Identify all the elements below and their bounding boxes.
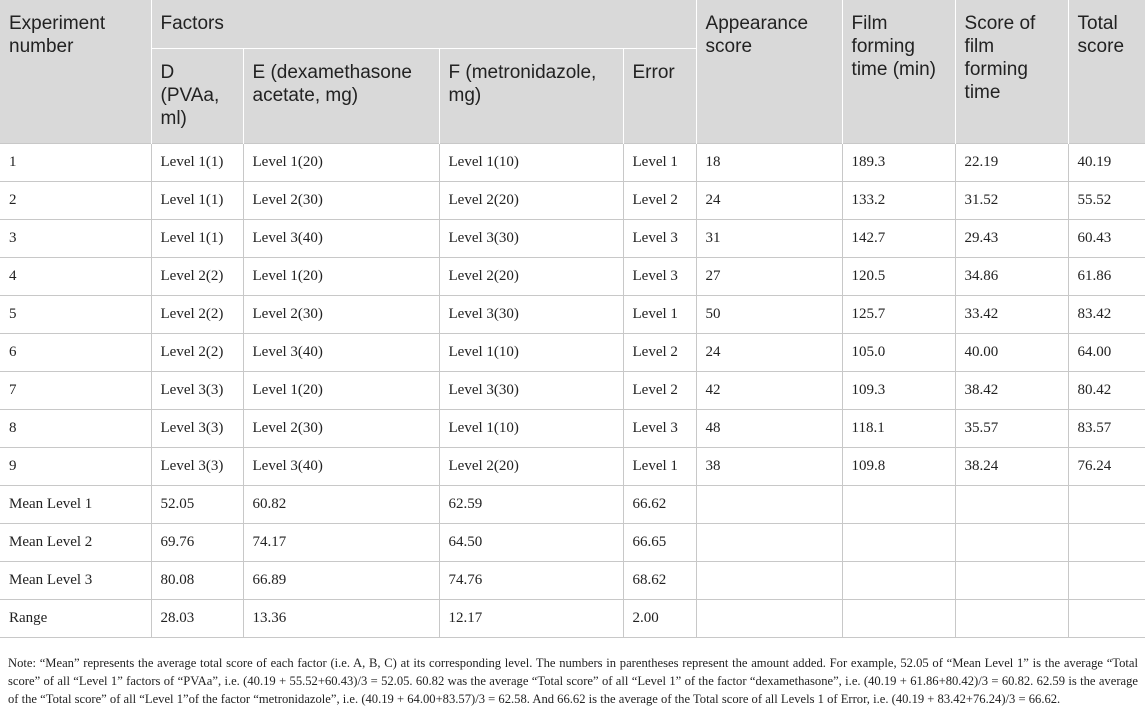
summary-row-range: [0, 600, 1145, 638]
cell-error: Level 3: [623, 410, 696, 448]
cell-empty: [842, 600, 955, 638]
cell-error: Level 1: [623, 296, 696, 334]
cell-appearance-score: 42: [696, 372, 842, 410]
cell-factor-d: 80.08: [151, 562, 243, 600]
header-factors: Factors: [151, 0, 696, 49]
cell-empty: [1068, 486, 1145, 524]
cell-appearance-score: 31: [696, 220, 842, 258]
cell-factor-e: Level 3(40): [243, 448, 439, 486]
cell-factor-f: 62.59: [439, 486, 623, 524]
cell-appearance-score: 24: [696, 334, 842, 372]
cell-factor-e: 66.89: [243, 562, 439, 600]
summary-row-mean-level-2: [0, 524, 1145, 562]
cell-empty: [842, 562, 955, 600]
cell-total-score: 61.86: [1068, 258, 1145, 296]
cell-film-forming-time: 142.7: [842, 220, 955, 258]
table-row: [0, 372, 1145, 410]
cell-score-film-forming-time: 34.86: [955, 258, 1068, 296]
cell-factor-d: Level 3(3): [151, 410, 243, 448]
cell-factor-d: 69.76: [151, 524, 243, 562]
cell-factor-f: Level 1(10): [439, 144, 623, 182]
cell-empty: [1068, 600, 1145, 638]
cell-experiment-number: 2: [0, 182, 151, 220]
header-experiment-number: Experiment number: [0, 0, 151, 144]
cell-score-film-forming-time: 40.00: [955, 334, 1068, 372]
cell-error: Level 3: [623, 258, 696, 296]
cell-factor-d: Level 1(1): [151, 182, 243, 220]
header-factor-d: D (PVAa, ml): [151, 49, 243, 144]
cell-factor-e: Level 3(40): [243, 220, 439, 258]
table-row: [0, 220, 1145, 258]
cell-film-forming-time: 118.1: [842, 410, 955, 448]
cell-summary-label: Mean Level 3: [0, 562, 151, 600]
cell-factor-f: 64.50: [439, 524, 623, 562]
cell-factor-d: Level 1(1): [151, 220, 243, 258]
cell-film-forming-time: 120.5: [842, 258, 955, 296]
summary-row-mean-level-3: [0, 562, 1145, 600]
cell-empty: [696, 600, 842, 638]
header-appearance-score: Appearance score: [696, 0, 842, 144]
cell-empty: [842, 524, 955, 562]
cell-factor-e: Level 1(20): [243, 144, 439, 182]
cell-factor-d: Level 2(2): [151, 334, 243, 372]
cell-factor-f: Level 3(30): [439, 372, 623, 410]
cell-film-forming-time: 109.3: [842, 372, 955, 410]
cell-error: 66.65: [623, 524, 696, 562]
cell-factor-d: Level 2(2): [151, 258, 243, 296]
cell-summary-label: Mean Level 2: [0, 524, 151, 562]
cell-empty: [955, 562, 1068, 600]
cell-total-score: 76.24: [1068, 448, 1145, 486]
cell-total-score: 55.52: [1068, 182, 1145, 220]
cell-error: Level 2: [623, 334, 696, 372]
cell-film-forming-time: 105.0: [842, 334, 955, 372]
cell-experiment-number: 5: [0, 296, 151, 334]
cell-experiment-number: 3: [0, 220, 151, 258]
cell-factor-e: Level 1(20): [243, 258, 439, 296]
cell-factor-e: 74.17: [243, 524, 439, 562]
cell-empty: [842, 486, 955, 524]
cell-empty: [1068, 524, 1145, 562]
cell-factor-e: Level 2(30): [243, 410, 439, 448]
cell-factor-d: 52.05: [151, 486, 243, 524]
cell-factor-d: Level 3(3): [151, 448, 243, 486]
cell-empty: [696, 562, 842, 600]
cell-factor-f: Level 3(30): [439, 296, 623, 334]
cell-empty: [1068, 562, 1145, 600]
header-total-score: Total score: [1068, 0, 1145, 144]
cell-experiment-number: 6: [0, 334, 151, 372]
cell-film-forming-time: 109.8: [842, 448, 955, 486]
cell-film-forming-time: 125.7: [842, 296, 955, 334]
cell-empty: [696, 524, 842, 562]
cell-factor-d: Level 3(3): [151, 372, 243, 410]
cell-factor-e: 13.36: [243, 600, 439, 638]
cell-factor-e: Level 2(30): [243, 182, 439, 220]
table-note: Note: “Mean” represents the average total score of each factor (i.e. A, B, C) at its corresponding level. The numbers in parentheses represent the amount added. For example, 52.05 of “Mean Level 1” is the average “Total score” of all “Level 1” factors of “PVAa”, i.e. (40.19 + 55.52+60.43)/3 = 52.05. 60.82 was the average “Total score” of all “Level 1” of the factor “dexamethasone”, i.e. (40.19 + 61.86+80.42)/3 = 60.82. 62.59 is the average of the “Total score” of all “Level 1”of the factor “metronidazole”, i.e. (40.19 + 64.00+83.57)/3 = 62.58. And 66.62 is the average of the Total score of all Levels 1 of Error, i.e. (40.19 + 83.42+76.24)/3 = 66.62.: [8, 656, 1138, 706]
cell-factor-d: Level 2(2): [151, 296, 243, 334]
cell-factor-f: Level 2(20): [439, 448, 623, 486]
table-row: [0, 258, 1145, 296]
header-score-film-forming-time: Score of film forming time: [955, 0, 1068, 144]
cell-total-score: 83.57: [1068, 410, 1145, 448]
cell-factor-f: 74.76: [439, 562, 623, 600]
cell-score-film-forming-time: 38.24: [955, 448, 1068, 486]
cell-appearance-score: 18: [696, 144, 842, 182]
cell-experiment-number: 8: [0, 410, 151, 448]
cell-factor-e: Level 1(20): [243, 372, 439, 410]
header-film-forming-time: Film forming time (min): [842, 0, 955, 144]
cell-film-forming-time: 189.3: [842, 144, 955, 182]
cell-total-score: 60.43: [1068, 220, 1145, 258]
summary-row-mean-level-1: [0, 486, 1145, 524]
cell-film-forming-time: 133.2: [842, 182, 955, 220]
cell-total-score: 64.00: [1068, 334, 1145, 372]
cell-total-score: 80.42: [1068, 372, 1145, 410]
cell-score-film-forming-time: 35.57: [955, 410, 1068, 448]
cell-factor-e: Level 2(30): [243, 296, 439, 334]
cell-empty: [955, 486, 1068, 524]
cell-error: Level 2: [623, 182, 696, 220]
table-row: [0, 182, 1145, 220]
cell-appearance-score: 27: [696, 258, 842, 296]
table-body: [0, 144, 1145, 638]
cell-experiment-number: 4: [0, 258, 151, 296]
cell-appearance-score: 38: [696, 448, 842, 486]
cell-total-score: 40.19: [1068, 144, 1145, 182]
cell-score-film-forming-time: 29.43: [955, 220, 1068, 258]
cell-factor-f: Level 2(20): [439, 182, 623, 220]
table-header: [0, 0, 1145, 144]
header-factor-e: E (dexamethasone acetate, mg): [243, 49, 439, 144]
cell-error: 68.62: [623, 562, 696, 600]
cell-score-film-forming-time: 33.42: [955, 296, 1068, 334]
cell-experiment-number: 1: [0, 144, 151, 182]
header-factor-f: F (metronidazole, mg): [439, 49, 623, 144]
table-row: [0, 410, 1145, 448]
cell-factor-f: 12.17: [439, 600, 623, 638]
cell-empty: [696, 486, 842, 524]
cell-experiment-number: 9: [0, 448, 151, 486]
cell-error: 66.62: [623, 486, 696, 524]
cell-summary-label: Range: [0, 600, 151, 638]
cell-factor-e: Level 3(40): [243, 334, 439, 372]
cell-score-film-forming-time: 22.19: [955, 144, 1068, 182]
cell-factor-e: 60.82: [243, 486, 439, 524]
cell-error: Level 3: [623, 220, 696, 258]
cell-appearance-score: 48: [696, 410, 842, 448]
table-row: [0, 144, 1145, 182]
cell-appearance-score: 24: [696, 182, 842, 220]
cell-score-film-forming-time: 31.52: [955, 182, 1068, 220]
cell-error: Level 1: [623, 448, 696, 486]
cell-error: 2.00: [623, 600, 696, 638]
cell-total-score: 83.42: [1068, 296, 1145, 334]
cell-experiment-number: 7: [0, 372, 151, 410]
cell-factor-f: Level 2(20): [439, 258, 623, 296]
cell-score-film-forming-time: 38.42: [955, 372, 1068, 410]
cell-factor-f: Level 1(10): [439, 410, 623, 448]
table-row: [0, 448, 1145, 486]
cell-factor-d: Level 1(1): [151, 144, 243, 182]
cell-empty: [955, 600, 1068, 638]
table-row: [0, 296, 1145, 334]
table-row: [0, 334, 1145, 372]
cell-summary-label: Mean Level 1: [0, 486, 151, 524]
cell-error: Level 1: [623, 144, 696, 182]
cell-appearance-score: 50: [696, 296, 842, 334]
header-error: Error: [623, 49, 696, 144]
cell-factor-f: Level 3(30): [439, 220, 623, 258]
cell-factor-f: Level 1(10): [439, 334, 623, 372]
cell-factor-d: 28.03: [151, 600, 243, 638]
cell-empty: [955, 524, 1068, 562]
cell-error: Level 2: [623, 372, 696, 410]
